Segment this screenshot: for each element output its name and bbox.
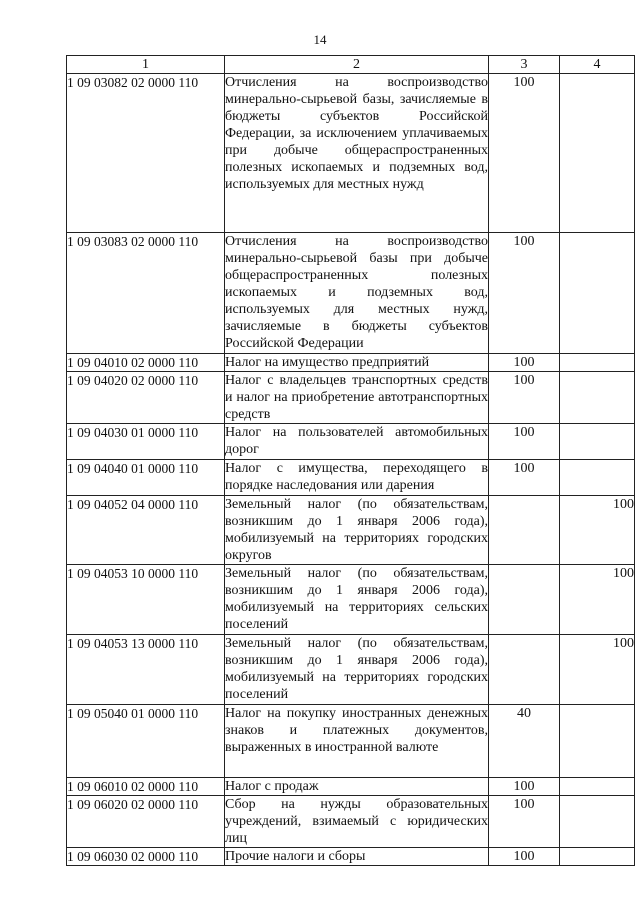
header-row <box>67 56 635 74</box>
row-name: Прочие налоги и сборы <box>225 848 489 866</box>
row-value-col4 <box>560 233 635 354</box>
row-value-col3: 100 <box>489 460 560 496</box>
row-value-col3: 100 <box>489 778 560 796</box>
row-name: Земельный налог (по обязательствам, возникшим до 1 января 2006 года), мобилизуемый на территориях городских поселений <box>225 635 489 705</box>
row-name: Сбор на нужды образовательных учреждений, взимаемый с юридических лиц <box>225 797 488 846</box>
table-row <box>67 372 635 424</box>
row-value-col3: 100 <box>489 233 560 354</box>
revenue-table <box>66 55 635 866</box>
row-value-col4 <box>560 354 635 372</box>
row-code: 1 09 04040 01 0000 110 <box>67 460 225 496</box>
table-row <box>67 705 635 778</box>
row-name: Налог с продаж <box>225 778 489 796</box>
row-value-col4 <box>560 372 635 424</box>
row-code: 1 09 04052 04 0000 110 <box>67 496 225 565</box>
row-value-col4 <box>560 460 635 496</box>
row-value-col3: 100 <box>489 354 560 372</box>
table-row <box>67 796 635 848</box>
page-number: 14 <box>313 32 327 47</box>
row-value-col4 <box>560 424 635 460</box>
row-value-col4 <box>560 848 635 866</box>
table-row <box>67 233 635 354</box>
table-row <box>67 354 635 372</box>
row-value-col3 <box>489 565 560 635</box>
row-code: 1 09 04053 10 0000 110 <box>67 565 225 635</box>
table-row <box>67 460 635 496</box>
row-name: Налог на пользователей автомобильных дорог <box>225 424 489 460</box>
row-value-col3 <box>489 635 560 705</box>
table-row <box>67 424 635 460</box>
row-value-col4: 100 <box>560 565 635 635</box>
row-name: Земельный налог (по обязательствам, возникшим до 1 января 2006 года), мобилизуемый на территориях городских округов <box>225 497 488 563</box>
row-value-col4 <box>560 705 635 778</box>
row-value-col3: 100 <box>489 796 560 848</box>
header-col-1: 1 <box>67 56 225 74</box>
row-code: 1 09 03083 02 0000 110 <box>67 233 225 354</box>
row-value-col4: 100 <box>560 496 635 565</box>
header-col-3: 3 <box>489 56 560 74</box>
row-value-col3: 100 <box>489 74 560 233</box>
row-code: 1 09 06020 02 0000 110 <box>67 796 225 848</box>
row-value-col4: 100 <box>560 635 635 705</box>
row-value-col4 <box>560 796 635 848</box>
row-name: Налог на покупку иностранных денежных знаков и платежных документов, выраженных в иностранной валюте <box>225 705 489 778</box>
row-code: 1 09 04020 02 0000 110 <box>67 372 225 424</box>
row-code: 1 09 04010 02 0000 110 <box>67 354 225 372</box>
header-col-2: 2 <box>225 56 489 74</box>
row-name: Налог с имущества, переходящего в порядке наследования или дарения <box>225 460 489 496</box>
table-row <box>67 635 635 705</box>
row-code: 1 09 03082 02 0000 110 <box>67 74 225 233</box>
row-value-col3: 100 <box>489 372 560 424</box>
table-row <box>67 848 635 866</box>
row-code: 1 09 04053 13 0000 110 <box>67 635 225 705</box>
table-row <box>67 74 635 233</box>
table-row <box>67 496 635 565</box>
row-code: 1 09 06010 02 0000 110 <box>67 778 225 796</box>
row-value-col4 <box>560 778 635 796</box>
row-name: Налог на имущество предприятий <box>225 354 489 372</box>
row-code: 1 09 05040 01 0000 110 <box>67 705 225 778</box>
table-row <box>67 778 635 796</box>
row-code: 1 09 06030 02 0000 110 <box>67 848 225 866</box>
row-value-col4 <box>560 74 635 233</box>
row-value-col3: 100 <box>489 848 560 866</box>
row-value-col3 <box>489 496 560 565</box>
row-value-col3: 40 <box>489 705 560 778</box>
row-name: Земельный налог (по обязательствам, возникшим до 1 января 2006 года), мобилизуемый на территориях сельских поселений <box>225 565 489 635</box>
row-name: Отчисления на воспроизводство минерально-сырьевой базы, зачисляемые в бюджеты субъектов Российской Федерации, за исключением уплачиваемых при добыче общераспространенных полезных ископаемых и подземных вод, используемых для местных нужд <box>225 74 489 233</box>
table-row <box>67 565 635 635</box>
row-value-col3: 100 <box>489 424 560 460</box>
row-name: Отчисления на воспроизводство минерально-сырьевой базы при добыче общераспространенных полезных ископаемых и подземных вод, используемых для местных нужд, зачисляемые в бюджеты субъектов Российской Федерации <box>225 233 489 354</box>
row-name: Налог с владельцев транспортных средств и налог на приобретение автотранспортных средств <box>225 373 488 422</box>
row-code: 1 09 04030 01 0000 110 <box>67 424 225 460</box>
header-col-4: 4 <box>560 56 635 74</box>
